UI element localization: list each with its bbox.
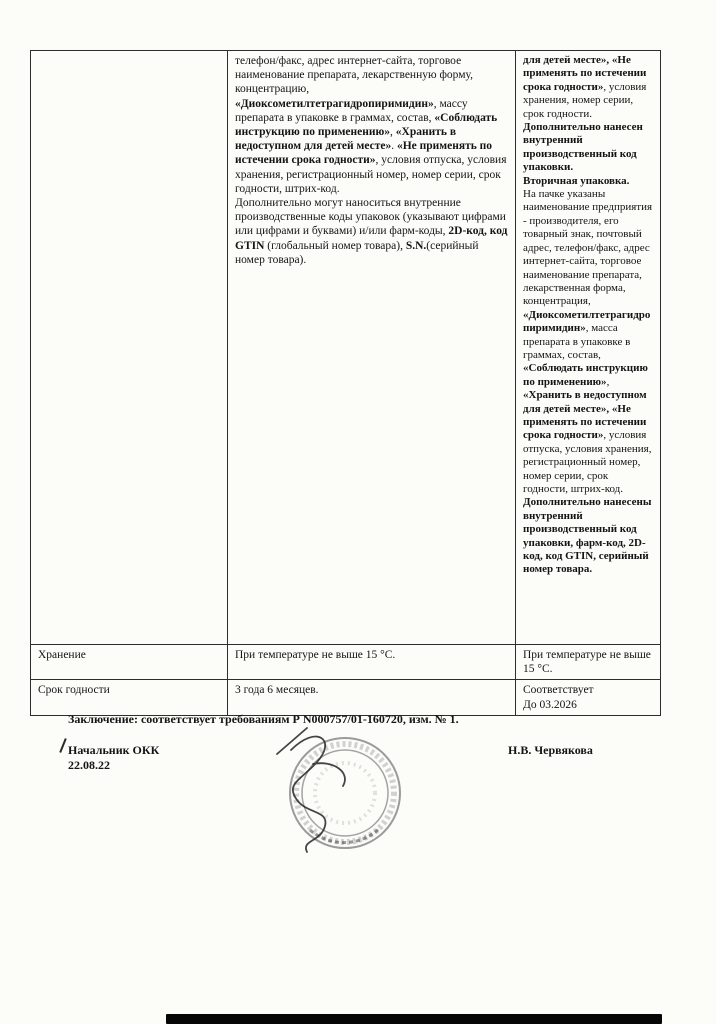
shelf-life-value-cell: 3 года 6 месяцев.	[228, 680, 516, 715]
round-stamp-icon	[290, 738, 400, 848]
shelf-life-label-cell: Срок годности	[31, 680, 228, 715]
shelf-life-expiry-date: До 03.2026	[523, 698, 577, 711]
table-row-continuation	[31, 51, 661, 645]
cell-empty-label	[31, 51, 228, 645]
cell-primary-package-text	[228, 51, 516, 645]
storage-value-cell: При температуре не выше 15 °С.	[228, 645, 516, 680]
paragraph-secondary-heading: Вторичная упаковка.	[523, 174, 630, 187]
stamp-and-signature-area	[255, 720, 445, 870]
paragraph-labeling-1: телефон/факс, адрес интернет-сайта, торговое наименование препарата, лекарственную форму, концентрацию, «Диоксометилтетрагидропиримидин», массу препарата в упаковке в граммах, состав, «Соблюдать инструкцию по применению», «Хранить в недоступном для детей месте». «Не применять по истечении срока годности», условия отпуска, условия хранения, регистрационный номер, номер серии, срок годности, штрих-код.	[235, 55, 507, 195]
storage-label-cell: Хранение	[31, 645, 228, 680]
signature-scribble	[277, 728, 345, 852]
conclusion-line: Заключение: соответствует требованиям Р N000757/01-160720, изм. № 1.	[68, 712, 459, 726]
table-row-storage	[31, 645, 661, 680]
signer-role: Начальник ОКК	[68, 743, 160, 757]
scan-artifact-bar	[166, 1014, 662, 1024]
shelf-life-right-cell	[516, 680, 661, 715]
paragraph-secondary-4: Дополнительно нанесены внутренний производственный код упаковки, фарм-код, 2D-код, код GTIN, серийный номер товара.	[523, 496, 652, 576]
spec-table	[30, 50, 661, 716]
cell-secondary-package-text	[516, 51, 661, 645]
storage-right-cell: При температуре не выше 15 °С.	[516, 645, 661, 680]
table-row-shelf-life	[31, 680, 661, 715]
paragraph-labeling-2: Дополнительно могут наноситься внутренние производственные коды упаковок (указывают цифрами или цифрами и буквами) и/или фарм-коды, 2D-код, код GTIN (глобальный номер товара), S.N.(серийный номер товара).	[235, 197, 508, 266]
shelf-life-conformity: Соответствует	[523, 684, 594, 697]
paragraph-secondary-2: Дополнительно нанесен внутренний производственный код упаковки.	[523, 121, 643, 174]
paragraph-secondary-3: На пачке указаны наименование предприятия - производителя, его товарный знак, почтовый адрес, телефон/факс, адрес интернет-сайта, торговое наименование препарата, лекарственная форма, концентрация, «Диоксометилтетрагидро пиримидин», масса препарата в упаковке в граммах, состав, «Соблюдать инструкцию по применению», «Хранить в недоступном для детей месте», «Не применять по истечении срока годности», условия отпуска, условия хранения, регистрационный номер, номер серии, срок годности, штрих-код.	[523, 188, 653, 495]
signoff-date: 22.08.22	[68, 758, 110, 772]
pen-tick-mark	[59, 738, 66, 753]
paragraph-secondary-1: для детей месте», «Не применять по истечении срока годности», условия хранения, номер серии, срок годности.	[523, 54, 647, 120]
signer-name: Н.В. Червякова	[508, 743, 593, 757]
